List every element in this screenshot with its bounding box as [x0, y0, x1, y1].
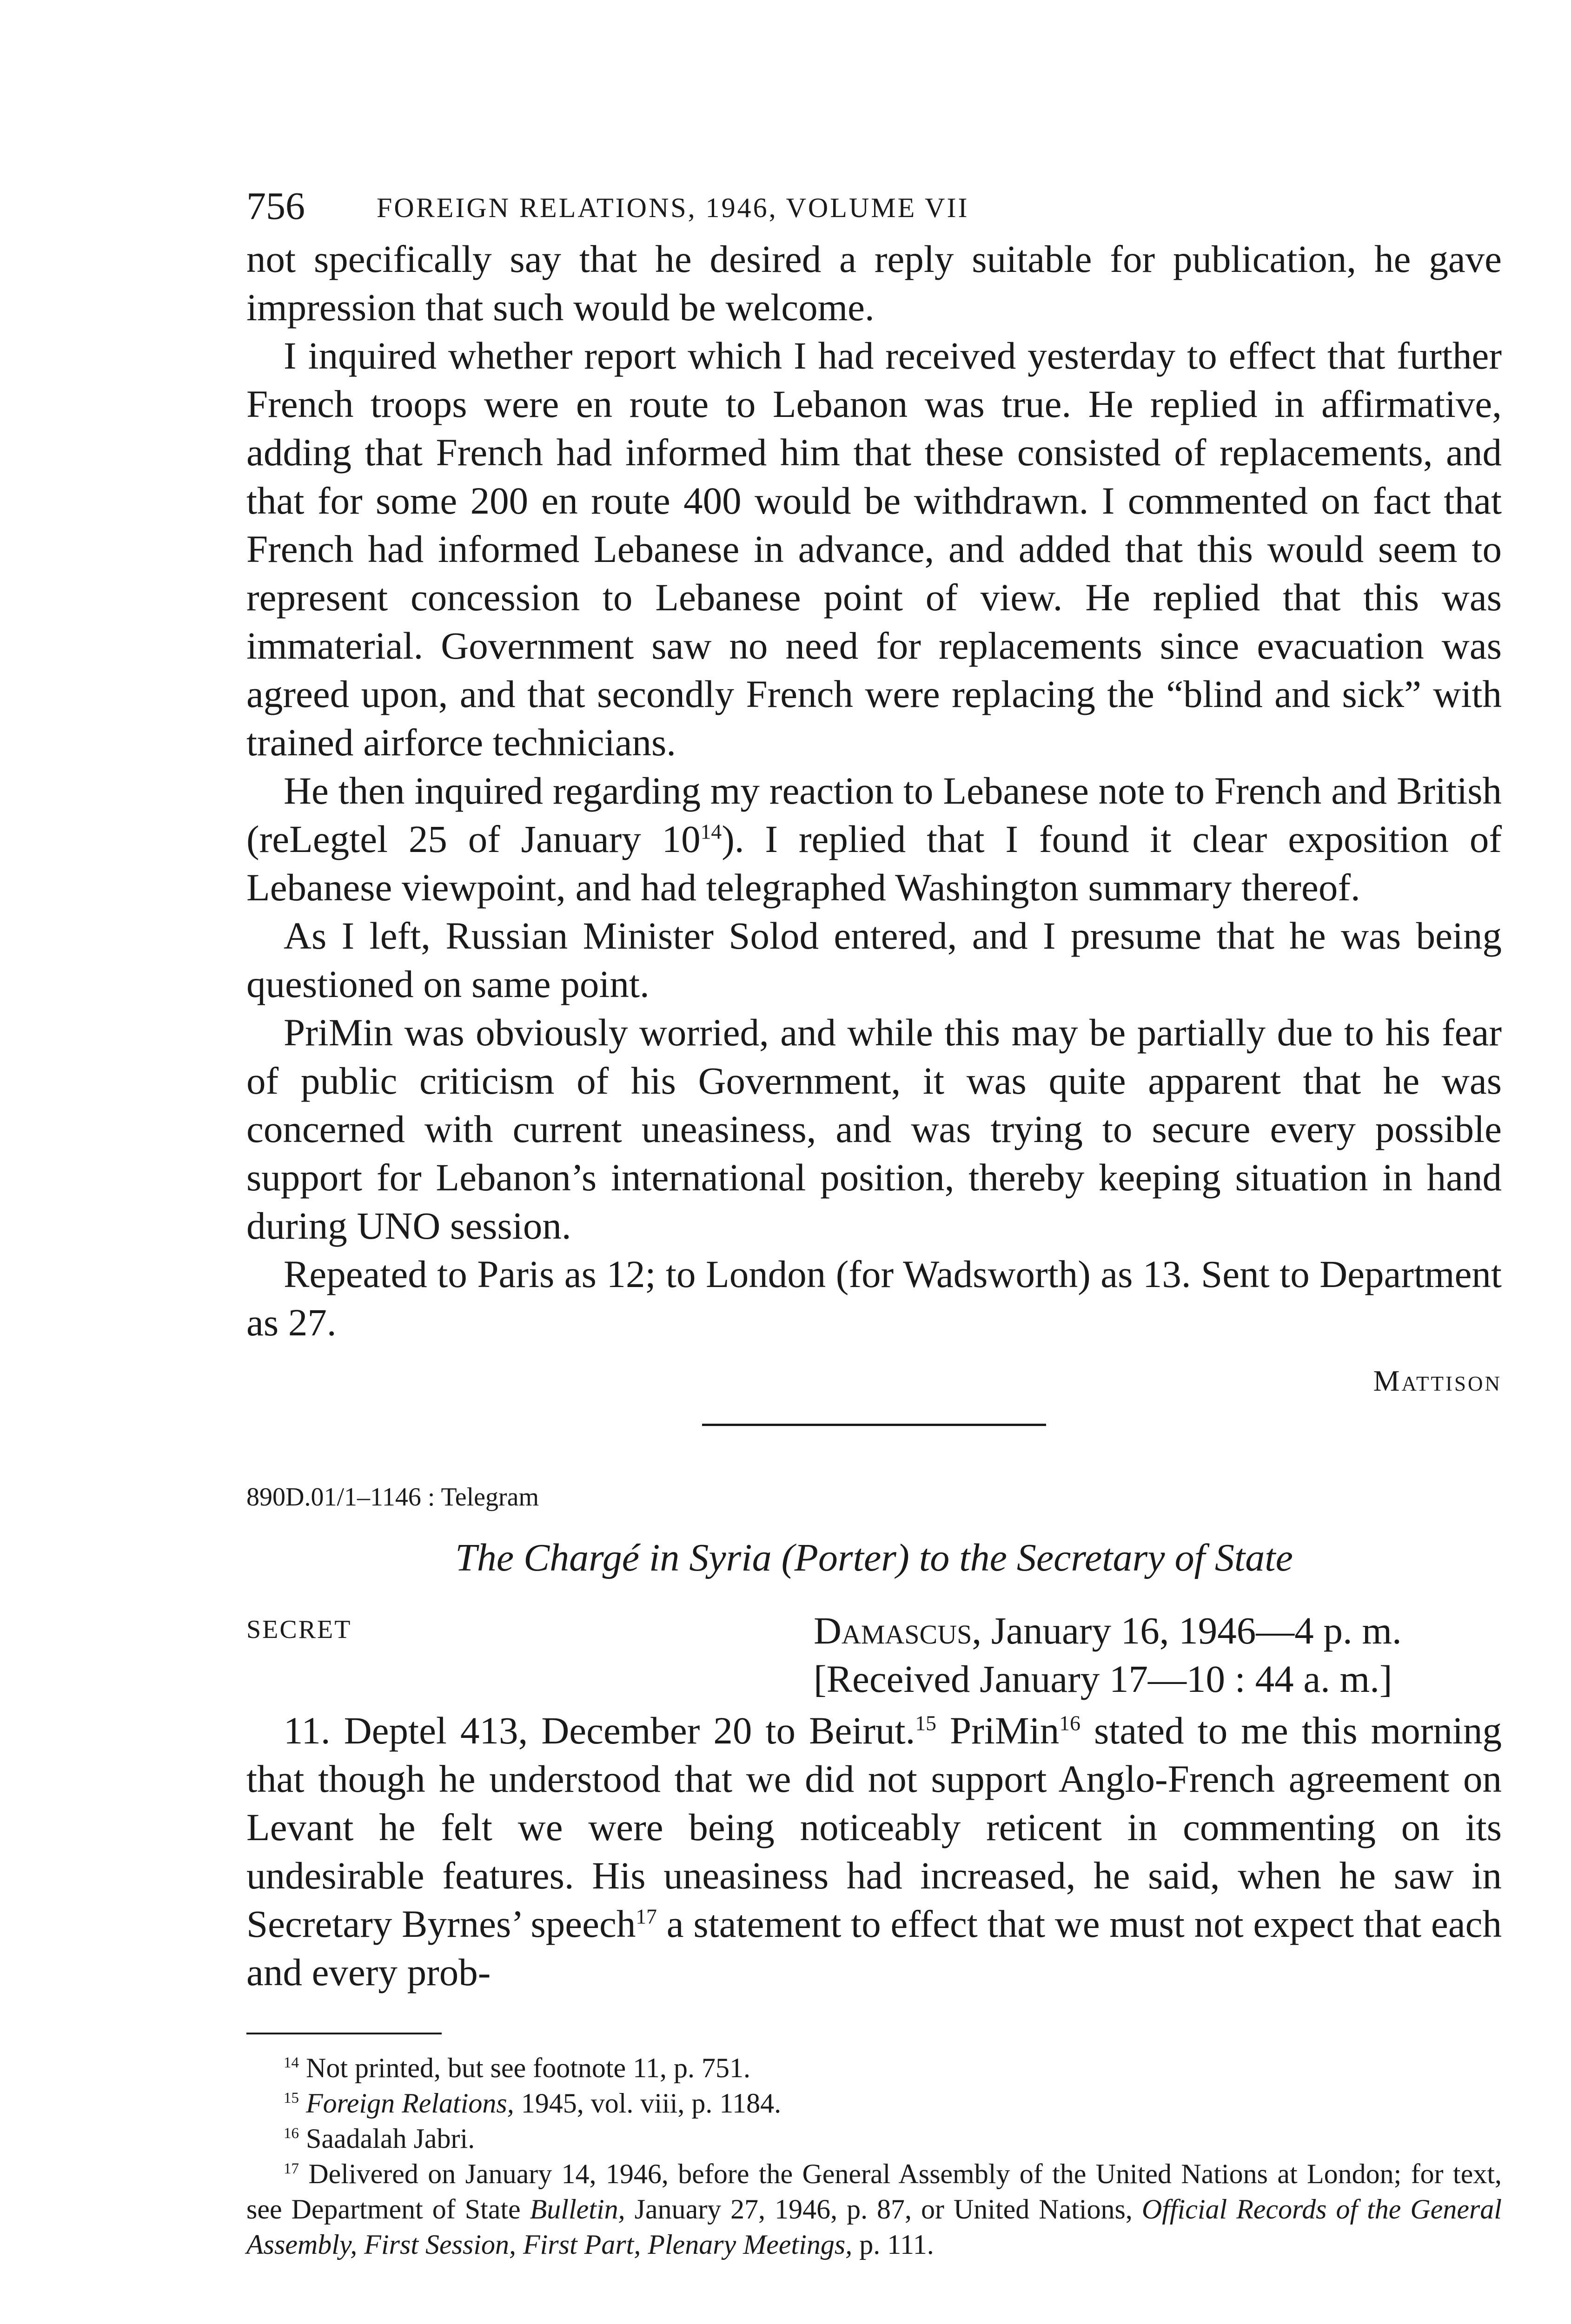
footnote — [246, 2086, 1502, 2121]
page-number: 756 — [246, 185, 305, 228]
footnote-ref: 15 — [915, 1711, 936, 1735]
section-divider — [702, 1424, 1046, 1426]
continued-telegram-body — [246, 235, 1502, 1347]
paragraph: PriMin was obviously worried, and while this may be partially due to his fear of public criticism of his Government, it was quite apparent that he was concerned with current uneasiness, and was trying to secure every possible support for Lebanon’s international position, thereby keeping situation in hand during UNO session. — [246, 1011, 1502, 1247]
paragraph: not specifically say that he desired a reply suitable for publication, he gave impression that such would be welcome. — [246, 238, 1502, 329]
footnote-ref: 14 — [700, 819, 722, 844]
dateline-place: Damascus, — [814, 1609, 982, 1652]
footnote — [246, 2121, 1502, 2156]
footnote-text: Foreign Relations, — [299, 2088, 514, 2119]
received-line: [Received January 17—10 : 44 a. m.] — [814, 1657, 1392, 1700]
footnote-ref: 17 — [636, 1904, 657, 1928]
dateline-date: January 16, 1946—4 p. m. — [981, 1609, 1402, 1652]
footnote — [246, 2050, 1502, 2086]
classification-label: SECRET — [246, 1615, 352, 1644]
paragraph — [246, 1706, 1502, 1996]
paragraph: I inquired whether report which I had received yesterday to effect that further French troops were en route to Lebanon was true. He replied in affirmative, adding that French had informed him that these consisted of replacements, and that for some 200 en route 400 would be withdrawn. I commented on fact that French had informed Lebanese in advance, and added that this would seem to represent concession to Lebanese point of view. He replied that this was immaterial. Government saw no need for replacements since evacuation was agreed upon, and that secondly French were replacing the “blind and sick” with trained airforce technicians. — [246, 334, 1502, 764]
footnotes — [246, 2050, 1502, 2262]
running-header — [246, 184, 1502, 235]
footnote-text: 1945, vol. viii, p. 1184. — [514, 2088, 782, 2119]
footnote-ref: 16 — [1059, 1711, 1080, 1735]
telegram-body — [246, 1706, 1502, 1996]
footnote-number: 17 — [284, 2160, 299, 2177]
document-title: The Chargé in Syria (Porter) to the Secretary of State — [455, 1536, 1293, 1579]
paragraph-text: PriMin — [936, 1709, 1060, 1752]
paragraph-text: 11. Deptel 413, December 20 to Beirut. — [284, 1709, 915, 1752]
paragraph-text: ). I replied that I found it clear exposition of Lebanese viewpoint, and had telegraphed Washington summary thereof. — [246, 818, 1502, 909]
footnote-text: Bulletin, — [530, 2194, 625, 2225]
paragraph: As I left, Russian Minister Solod entered, and I presume that he was being questioned on same point. — [246, 914, 1502, 1005]
footnote-text: p. 111. — [852, 2229, 934, 2260]
paragraph-text: He then inquired regarding my reaction to Lebanese note to French and British (reLegtel 25 of January 10 — [246, 769, 1502, 860]
paragraph: Repeated to Paris as 12; to London (for Wadsworth) as 13. Sent to Department as 27. — [246, 1253, 1502, 1344]
footnote-rule — [246, 2033, 442, 2034]
file-reference: 890D.01/1–1146 : Telegram — [246, 1483, 539, 1512]
dateline — [814, 1606, 1502, 1703]
footnote-number: 15 — [284, 2090, 299, 2106]
footnote-text: January 27, 1946, p. 87, or United Nations, — [625, 2194, 1142, 2225]
footnote-text: Saadalah Jabri. — [299, 2123, 475, 2154]
paragraph-text: a statement to effect that we must not expect that each and every prob- — [246, 1902, 1502, 1994]
running-title: FOREIGN RELATIONS, 1946, VOLUME VII — [377, 192, 969, 223]
signature: Mattison — [1373, 1364, 1502, 1397]
footnote — [246, 2156, 1502, 2262]
footnote-text: Official Records of the General Assembly, First Session, First Part, Plenary Meetings, — [246, 2194, 1502, 2260]
footnote-text: Delivered on January 14, 1946, before the General Assembly of the United Nations at London; for text, see Department of State — [246, 2159, 1502, 2225]
footnote-number: 14 — [284, 2054, 299, 2071]
document-page — [246, 184, 1502, 2262]
paragraph — [246, 766, 1502, 911]
telegram-header — [246, 1606, 1502, 1706]
paragraph-text: stated to me this morning that though he understood that we did not support Anglo-French agreement on Levant he felt we were being noticeably reticent in commenting on its undesirable features. His uneasiness had increased, he said, when he saw in Secretary Byrnes’ speech — [246, 1709, 1502, 1945]
footnote-text: Not printed, but see footnote 11, p. 751. — [299, 2053, 750, 2083]
footnote-number: 16 — [284, 2125, 299, 2142]
